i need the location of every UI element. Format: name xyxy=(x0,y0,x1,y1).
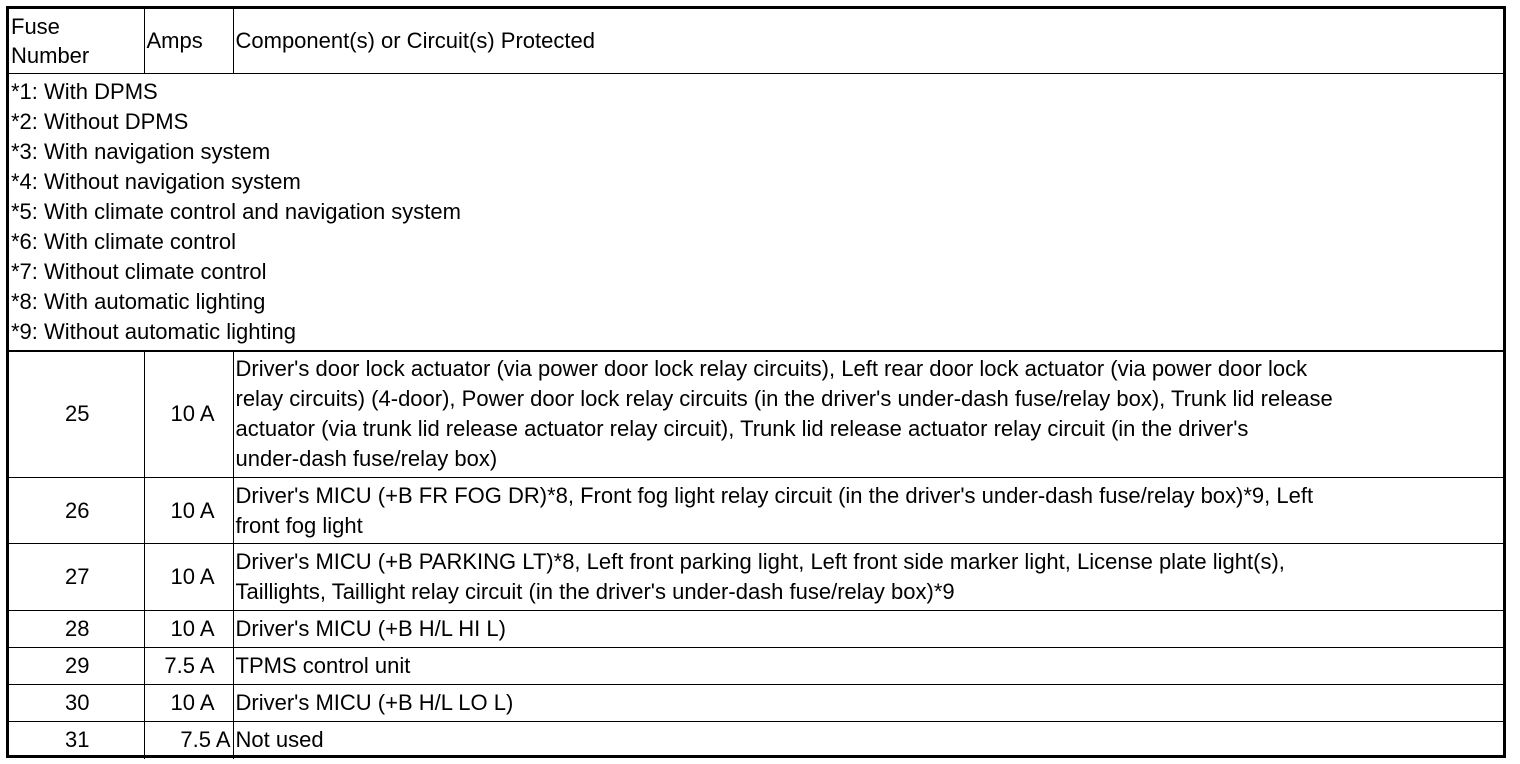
components-line: Taillights, Taillight relay circuit (in the driver's under-dash fuse/relay box)*9 xyxy=(235,579,955,604)
note-6: *6: With climate control xyxy=(11,228,236,254)
components-cell: Driver's MICU (+B H/L LO L) xyxy=(233,685,1503,722)
components-line: under-dash fuse/relay box) xyxy=(235,446,498,472)
amps-cell: 10 A xyxy=(144,544,233,611)
note-1: *1: With DPMS xyxy=(11,78,158,104)
notes-cell xyxy=(9,73,1503,351)
fuse-number-cell: 28 xyxy=(9,611,144,648)
components-cell: Driver's MICU (+B H/L HI L) xyxy=(233,611,1503,648)
fuse-number-cell: 25 xyxy=(9,351,144,478)
components-line: Driver's door lock actuator (via power door lock relay circuits), Left rear door lock actuator (via power door lock xyxy=(235,356,1308,382)
fuse-number-cell: 27 xyxy=(9,544,144,611)
components-cell xyxy=(233,544,1503,611)
table-row xyxy=(9,722,1503,759)
components-cell xyxy=(233,478,1503,544)
components-line: Driver's MICU (+B PARKING LT)*8, Left front parking light, Left front side marker light, License plate light(s), xyxy=(235,549,1285,574)
header-fuse-number xyxy=(9,9,144,73)
table-header-row xyxy=(9,9,1503,73)
note-5: *5: With climate control and navigation system xyxy=(11,198,461,224)
fuse-number-cell: 26 xyxy=(9,478,144,544)
table-row xyxy=(9,685,1503,722)
amps-cell: 7.5 A xyxy=(144,648,233,685)
components-line: actuator (via trunk lid release actuator relay circuit), Trunk lid release actuator relay circuit (in the driver's xyxy=(235,416,1249,442)
fuse-number-cell: 31 xyxy=(9,722,144,759)
header-amps: Amps xyxy=(144,9,233,73)
components-cell: TPMS control unit xyxy=(233,648,1503,685)
header-fuse-line2: Number xyxy=(11,42,90,68)
note-7: *7: Without climate control xyxy=(11,258,267,284)
fuse-table-frame xyxy=(6,6,1506,758)
amps-cell: 7.5 A xyxy=(144,722,233,759)
fuse-number-cell: 30 xyxy=(9,685,144,722)
amps-cell: 10 A xyxy=(144,351,233,478)
table-row xyxy=(9,544,1503,611)
components-cell: Not used xyxy=(233,722,1503,759)
fuse-table xyxy=(9,9,1503,759)
note-9: *9: Without automatic lighting xyxy=(11,318,296,344)
components-line: front fog light xyxy=(235,512,363,538)
note-8: *8: With automatic lighting xyxy=(11,288,266,314)
components-line: Driver's MICU (+B FR FOG DR)*8, Front fog light relay circuit (in the driver's under-dash fuse/relay box)*9, Left xyxy=(235,482,1314,508)
amps-cell: 10 A xyxy=(144,685,233,722)
note-3: *3: With navigation system xyxy=(11,138,271,164)
note-2: *2: Without DPMS xyxy=(11,108,189,134)
header-fuse-line1: Fuse xyxy=(11,13,60,39)
table-row xyxy=(9,478,1503,544)
fuse-number-cell: 29 xyxy=(9,648,144,685)
header-components: Component(s) or Circuit(s) Protected xyxy=(233,9,1503,73)
notes-row xyxy=(9,73,1503,351)
table-row xyxy=(9,648,1503,685)
note-4: *4: Without navigation system xyxy=(11,168,301,194)
amps-cell: 10 A xyxy=(144,478,233,544)
table-row xyxy=(9,611,1503,648)
amps-cell: 10 A xyxy=(144,611,233,648)
components-cell xyxy=(233,351,1503,478)
components-line: relay circuits) (4-door), Power door lock relay circuits (in the driver's under-dash fuse/relay box), Trunk lid release xyxy=(235,386,1333,412)
table-row xyxy=(9,351,1503,478)
